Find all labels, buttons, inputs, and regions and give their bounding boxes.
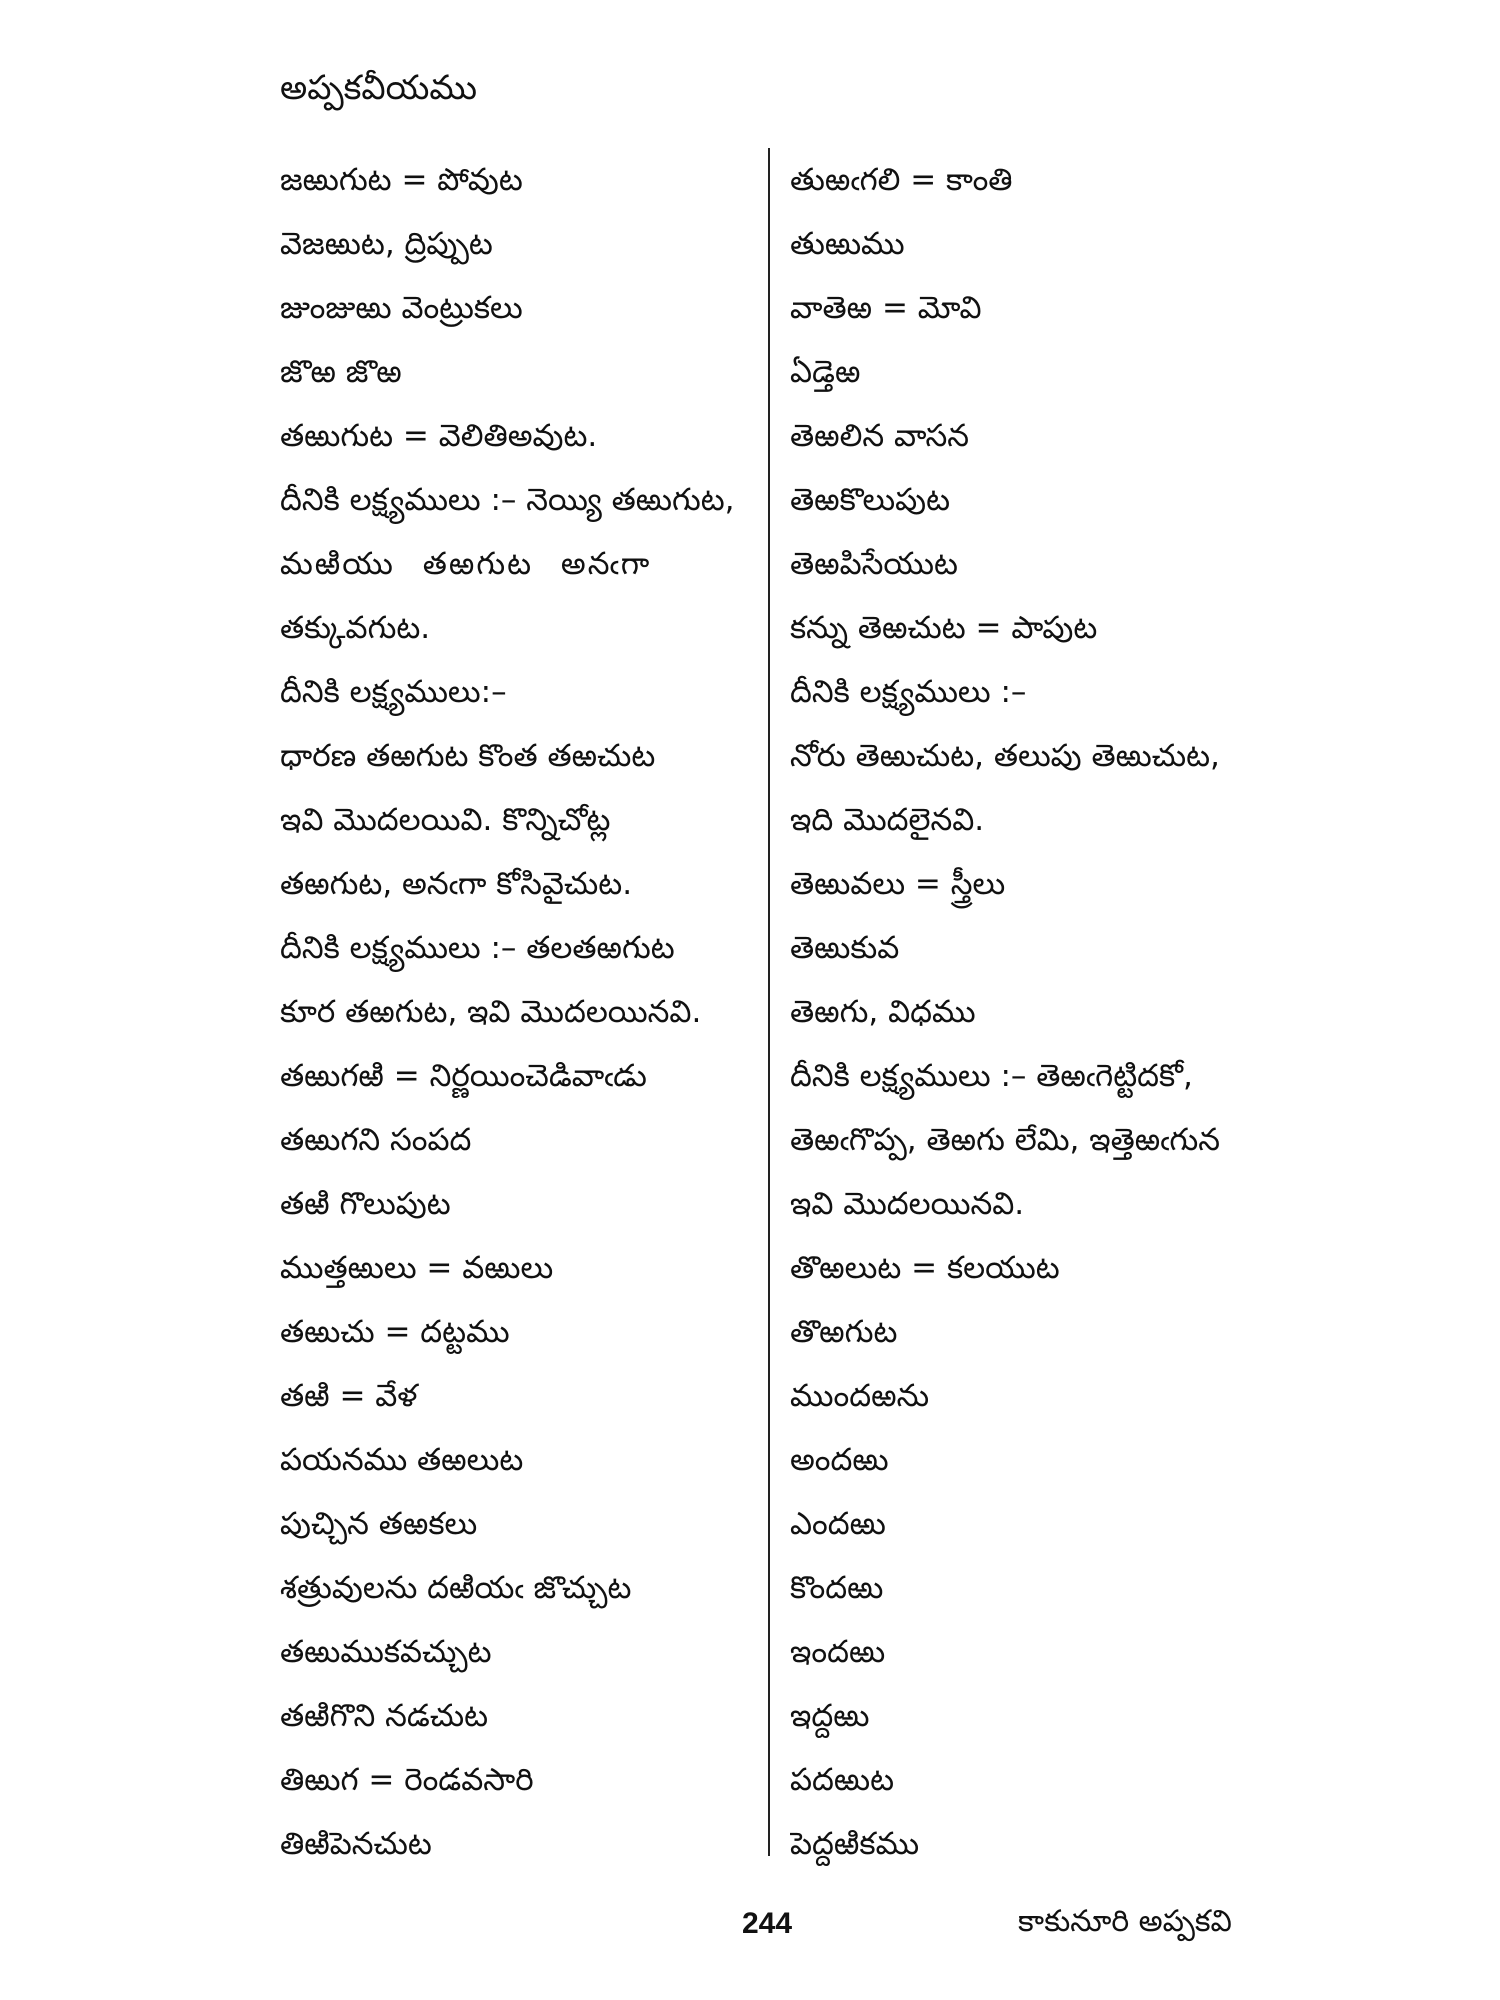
- footer-author: కాకునూరి అప్పకవి: [1018, 1904, 1232, 1939]
- list-item: తెఱపిసేయుట: [790, 546, 958, 582]
- list-item: పెద్దఱికము: [790, 1826, 920, 1862]
- list-item: తుఱుము: [790, 226, 905, 262]
- page-header-title: అప్పకవీయము: [280, 68, 478, 108]
- list-item: తఱుముకవచ్చుట: [280, 1634, 492, 1670]
- list-item: తఱిగొని నడచుట: [280, 1698, 489, 1734]
- list-item: జఱుగుట = పోవుట: [280, 162, 523, 198]
- right-column: [790, 148, 1290, 1876]
- list-item: తిఱుగ = రెండవసారి: [280, 1762, 534, 1798]
- list-item: జుంజుఱు వెంట్రుకలు: [280, 290, 523, 326]
- list-item: ఇద్దఱు: [790, 1698, 870, 1734]
- list-item: ఇది మొదలైనవి.: [790, 802, 985, 838]
- list-item: తఱుగఱి = నిర్ణయించెడివాఁడు: [280, 1058, 647, 1094]
- list-item: అందఱు: [790, 1442, 889, 1478]
- list-item: ముత్తఱులు = వఱులు: [280, 1250, 554, 1286]
- list-item: తొఱగుట: [790, 1314, 898, 1350]
- list-item: దీనికి లక్ష్యములు :–: [790, 674, 1027, 710]
- list-item: మఱియు తఱగుట అనఁగా: [280, 546, 652, 582]
- list-item: తఱి గొలుపుట: [280, 1186, 451, 1222]
- list-item: జొఱ జొఱ: [280, 354, 402, 390]
- list-item: దీనికి లక్ష్యములు :– తెఱఁగెట్టిదకో,: [790, 1058, 1193, 1094]
- list-item: పుచ్చిన తఱకలు: [280, 1506, 478, 1542]
- page-number: 244: [742, 1907, 793, 1940]
- list-item: పదఱుట: [790, 1762, 895, 1798]
- list-item: ఇవి మొదలయినవి.: [790, 1186, 1025, 1222]
- list-item: కన్ను తెఱచుట = పాపుట: [790, 610, 1098, 646]
- list-item: తెఱలిన వాసన: [790, 418, 969, 454]
- list-item: తిఱిపెనచుట: [280, 1826, 432, 1862]
- list-item: దీనికి లక్ష్యములు :– తలతఱగుట: [280, 930, 675, 966]
- list-item: తఱగుట, అనఁగా కోసివైచుట.: [280, 866, 633, 902]
- list-item: తొఱలుట = కలయుట: [790, 1250, 1060, 1286]
- list-item: తెఱగు, విధము: [790, 994, 976, 1030]
- list-item: పయనము తఱలుట: [280, 1442, 524, 1478]
- list-item: తక్కువగుట.: [280, 610, 431, 646]
- list-item: ఎందఱు: [790, 1506, 886, 1542]
- list-item: తుఱఁగలి = కాంతి: [790, 162, 1013, 198]
- list-item: వెజఱుట, ద్రిప్పుట: [280, 226, 493, 262]
- list-item: తఱి = వేళ: [280, 1378, 418, 1414]
- list-item: తెఱువలు = స్త్రీలు: [790, 866, 1006, 902]
- list-item: దీనికి లక్ష్యములు :– నెయ్యి తఱుగుట,: [280, 482, 735, 518]
- list-item: నోరు తెఱుచుట, తలుపు తెఱుచుట,: [790, 738, 1220, 774]
- list-item: తఱుగని సంపద: [280, 1122, 472, 1158]
- list-item: ధారణ తఱగుట కొంత తఱచుట: [280, 738, 656, 774]
- list-item: తెఱఁగొప్ప, తెఱగు లేమి, ఇత్తెఱఁగున: [790, 1122, 1220, 1158]
- list-item: కొందఱు: [790, 1570, 884, 1606]
- left-column: [280, 148, 760, 1876]
- column-divider: [768, 148, 770, 1856]
- list-item: తఱుచు = దట్టము: [280, 1314, 510, 1350]
- list-item: దీనికి లక్ష్యములు:–: [280, 674, 507, 710]
- list-item: కూర తఱగుట, ఇవి మొదలయినవి.: [280, 994, 702, 1030]
- list-item: ఇందఱు: [790, 1634, 886, 1670]
- list-item: తఱుగుట = వెలితిఅవుట.: [280, 418, 598, 454]
- list-item: ముందఱను: [790, 1378, 930, 1414]
- list-item: వాతెఱ = మోవి: [790, 290, 982, 326]
- list-item: ఏడ్తెఱ: [790, 354, 861, 390]
- list-item: ఇవి మొదలయివి. కొన్నిచోట్ల: [280, 802, 611, 838]
- list-item: శత్రువులను దఱియఁ జొచ్చుట: [280, 1570, 632, 1606]
- list-item: తెఱుకువ: [790, 930, 900, 966]
- list-item: తెఱకొలుపుట: [790, 482, 951, 518]
